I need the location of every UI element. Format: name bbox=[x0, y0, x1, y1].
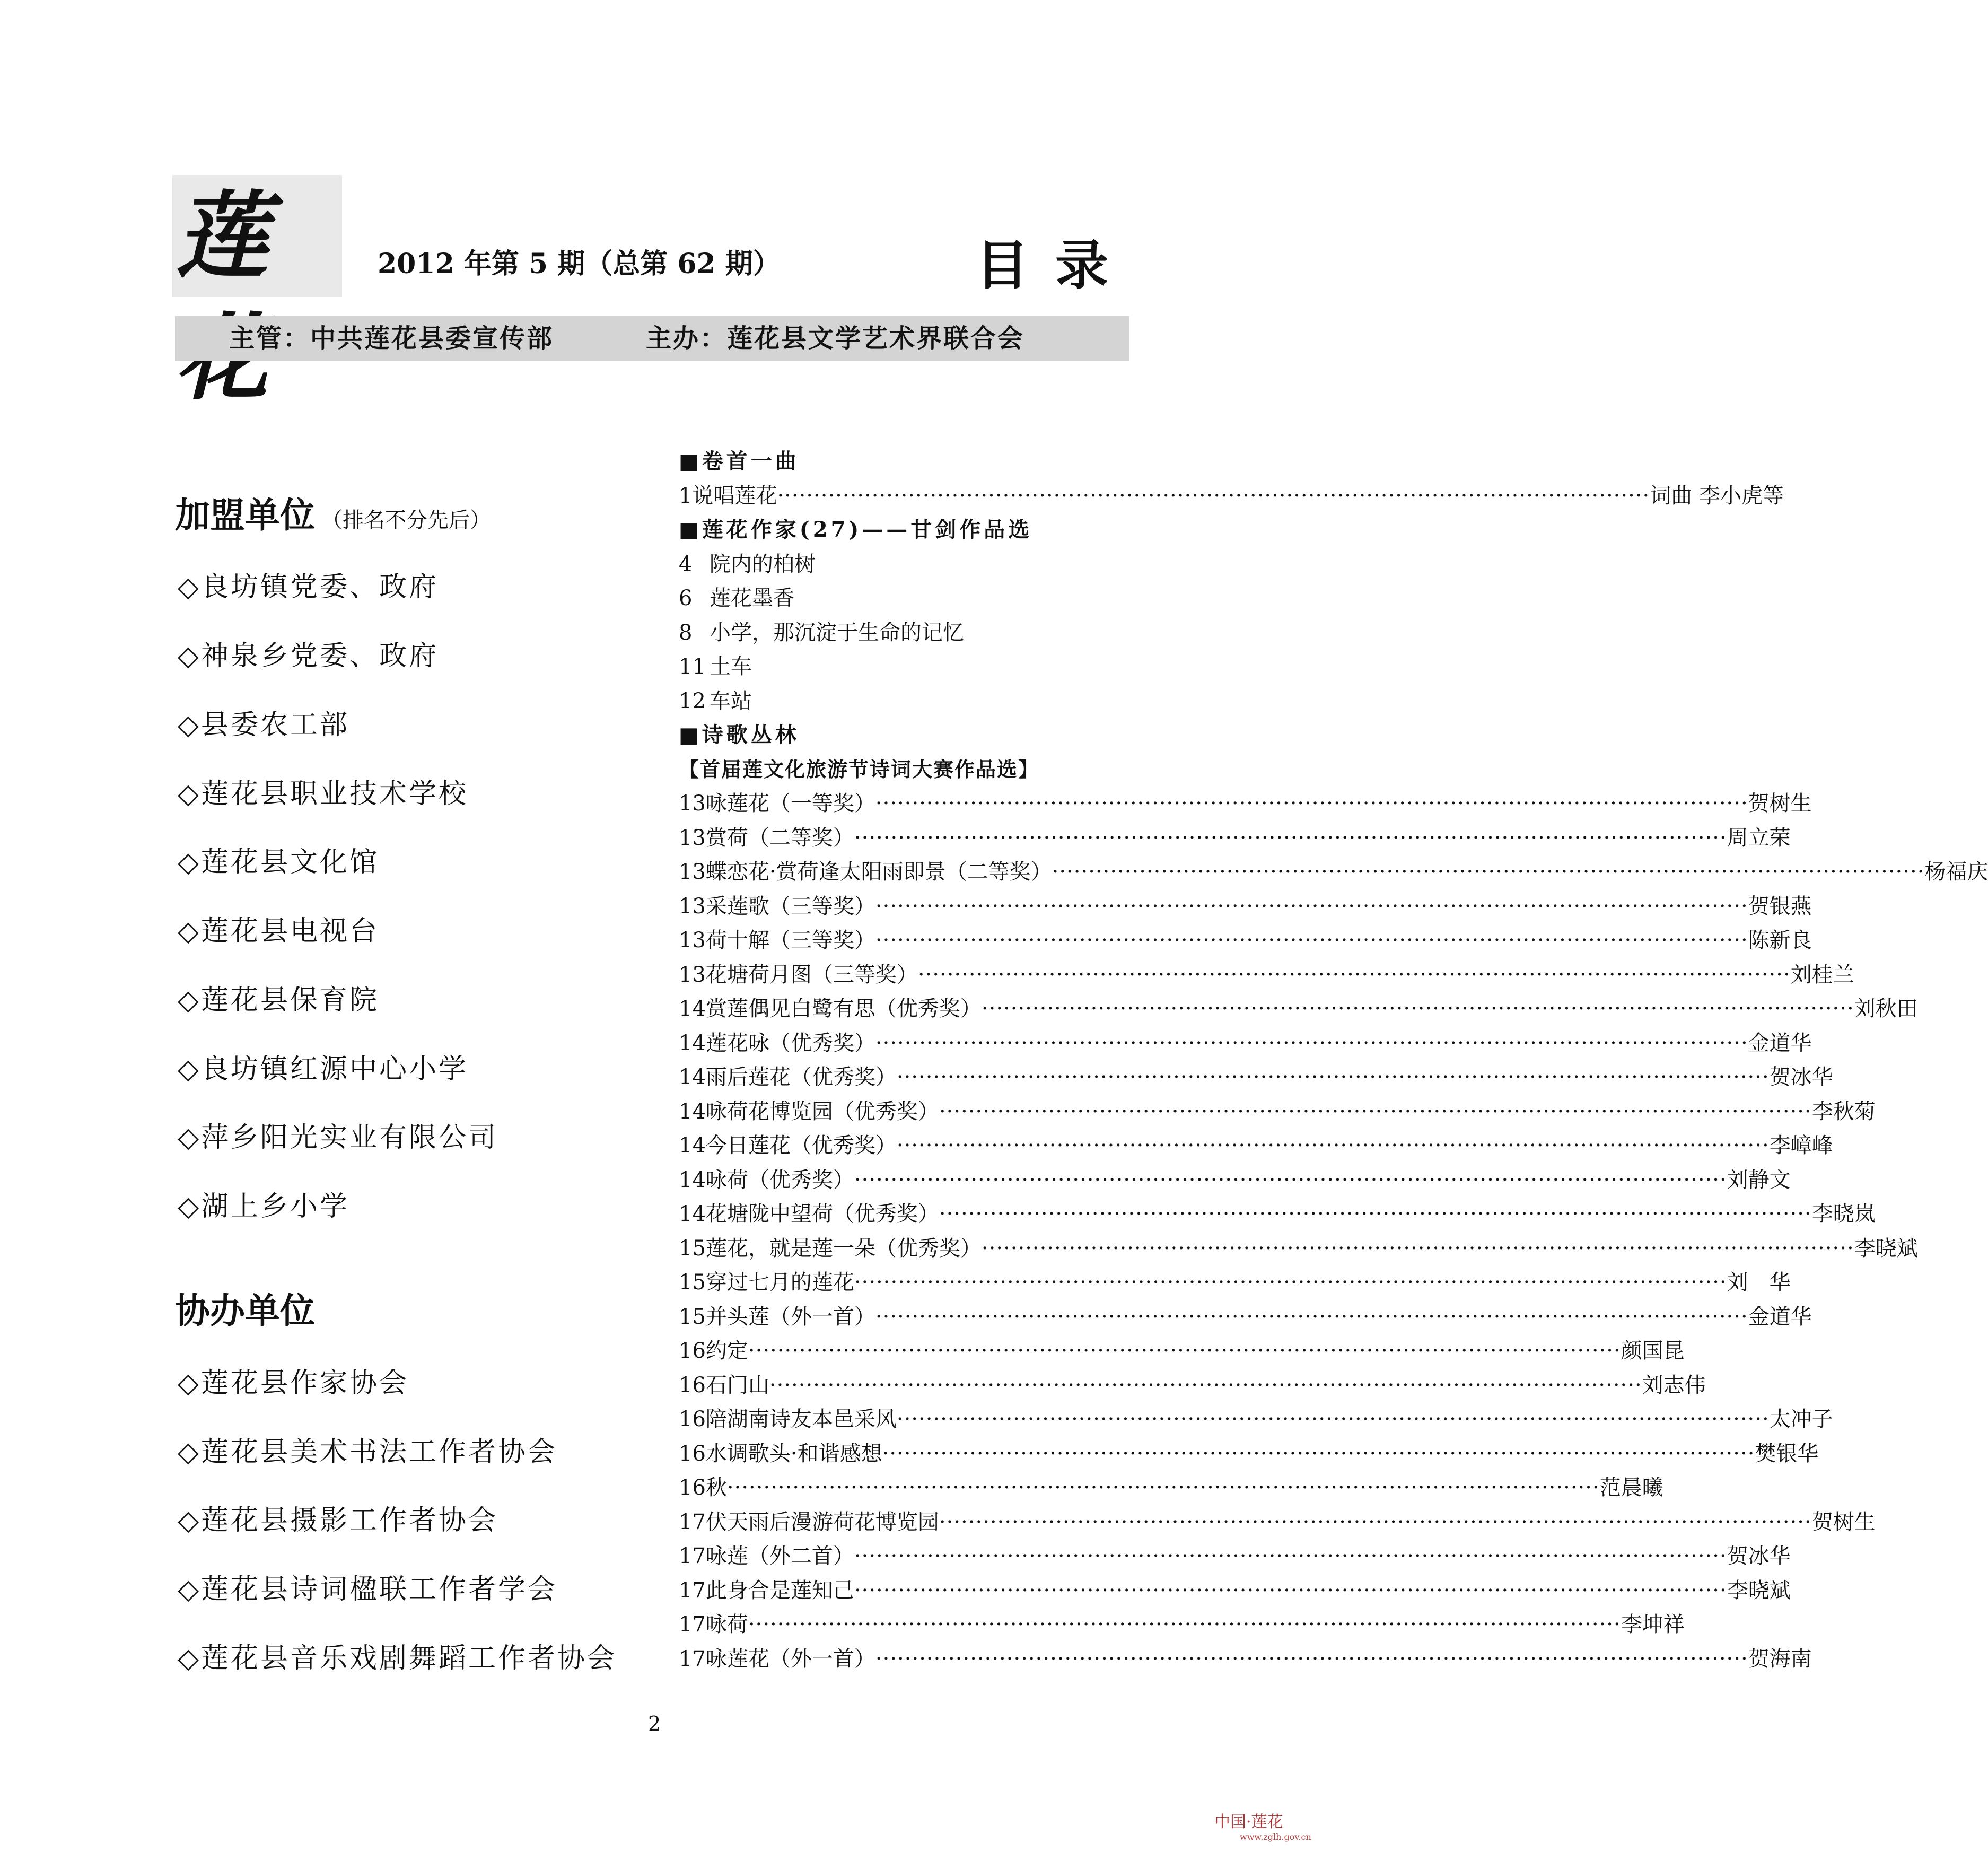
page-title: 目录 bbox=[976, 234, 1135, 296]
toc-page-number: 16 bbox=[679, 1407, 706, 1431]
toc-entry-title: 咏莲花（一等奖） bbox=[705, 791, 875, 816]
toc-entry bbox=[679, 1026, 1812, 1061]
toc-dot-leader: ························································································································ bbox=[777, 483, 1650, 508]
toc-page-number: 16 bbox=[679, 1339, 706, 1363]
toc-page-number: 12 bbox=[679, 688, 706, 713]
toc-entry-title: 此身合是莲知己 bbox=[705, 1578, 854, 1603]
toc-entry-title: 莲花咏（优秀奖） bbox=[705, 1031, 875, 1055]
toc-entry-author: 太冲子 bbox=[1769, 1407, 1833, 1431]
toc-page-number: 16 bbox=[679, 1373, 706, 1398]
toc-entry-author: 刘秋田 bbox=[1854, 997, 1918, 1021]
toc-entry-author: 贺银燕 bbox=[1748, 894, 1812, 919]
toc-entry-title: 蝶恋花·赏荷逢太阳雨即景（二等奖） bbox=[705, 860, 1052, 884]
toc-entry-title: 说唱莲花 bbox=[692, 483, 777, 508]
toc-dot-leader: ························································································································ bbox=[854, 1544, 1727, 1568]
page-number: 2 bbox=[648, 1712, 661, 1735]
toc-entry-author: 贺冰华 bbox=[1769, 1065, 1833, 1089]
toc-entry bbox=[679, 1437, 1819, 1471]
toc-entry-author: 李晓斌 bbox=[1854, 1236, 1918, 1261]
toc-dot-leader: ························································································································ bbox=[875, 1646, 1748, 1671]
toc-entry-title: 石门山 bbox=[705, 1373, 769, 1398]
toc-page-number: 14 bbox=[679, 1133, 706, 1158]
toc-page-number: 15 bbox=[679, 1304, 706, 1329]
toc-dot-leader: ························································································································ bbox=[854, 1270, 1727, 1295]
toc-entry-author: 刘静文 bbox=[1727, 1167, 1791, 1192]
toc-page-number: 17 bbox=[679, 1509, 706, 1534]
toc-page-number: 17 bbox=[679, 1612, 706, 1637]
member-unit: ◇神泉乡党委、政府 bbox=[178, 640, 439, 672]
toc-entry-title: 花塘陇中望荷（优秀奖） bbox=[705, 1202, 939, 1226]
toc-page-number: 15 bbox=[679, 1270, 706, 1295]
toc-entry bbox=[679, 1574, 1791, 1608]
toc-entry-author: 杨福庆 bbox=[1924, 860, 1988, 884]
toc-entry-title: 咏荷（优秀奖） bbox=[705, 1167, 854, 1192]
host-label: 主办：莲花县文学艺术界联合会 bbox=[646, 324, 1025, 353]
toc-page-number: 17 bbox=[679, 1578, 706, 1603]
toc-entry bbox=[679, 616, 1131, 650]
toc-dot-leader: ························································································································ bbox=[854, 825, 1727, 850]
toc-entry-author: 刘 华 bbox=[1727, 1270, 1791, 1295]
toc-entry-author: 李晓斌 bbox=[1727, 1578, 1791, 1603]
member-unit: ◇莲花县文化馆 bbox=[178, 846, 379, 878]
toc-page-number: 14 bbox=[679, 1065, 706, 1089]
toc-entry-author: 金道华 bbox=[1748, 1304, 1812, 1329]
toc-dot-leader: ························································································································ bbox=[769, 1373, 1642, 1398]
toc-entry-author: 李坤祥 bbox=[1621, 1612, 1685, 1637]
toc-dot-leader: ························································································································ bbox=[875, 791, 1748, 816]
toc-entry-title: 车站 bbox=[710, 688, 752, 713]
toc-page-number: 14 bbox=[679, 1031, 706, 1055]
toc-dot-leader: ························································································································ bbox=[875, 1304, 1748, 1329]
toc-page-number: 16 bbox=[679, 1441, 706, 1466]
toc-entry bbox=[679, 650, 1131, 684]
toc-dot-leader: ························································································································ bbox=[875, 894, 1748, 919]
toc-page-number: 14 bbox=[679, 997, 706, 1021]
member-units-heading bbox=[175, 487, 491, 537]
toc-entry bbox=[679, 1471, 1663, 1505]
toc-dot-leader: ························································································································ bbox=[939, 1509, 1812, 1534]
supervisor-label: 主管：中共莲花县委宣传部 bbox=[229, 324, 554, 353]
toc-entry-author: 陈新良 bbox=[1748, 928, 1812, 953]
toc-entry bbox=[679, 1539, 1791, 1574]
toc-entry bbox=[679, 1095, 1876, 1129]
toc-entry-title: 约定 bbox=[705, 1339, 748, 1363]
toc-entry bbox=[679, 1232, 1918, 1266]
toc-page-number: 17 bbox=[679, 1544, 706, 1568]
toc-entry bbox=[679, 821, 1791, 855]
toc-entry bbox=[679, 1402, 1833, 1437]
toc-entry bbox=[679, 1060, 1833, 1095]
toc-subsection: 【首届莲文化旅游节诗词大赛作品选】 bbox=[679, 757, 1040, 781]
toc-entry bbox=[679, 889, 1812, 924]
member-unit: ◇良坊镇红源中心小学 bbox=[178, 1053, 468, 1085]
toc-dot-leader: ························································································································ bbox=[939, 1099, 1812, 1124]
magazine-logo: 莲 bbox=[175, 181, 264, 291]
toc-entry bbox=[679, 1334, 1685, 1368]
toc-dot-leader: ························································································································ bbox=[748, 1612, 1621, 1637]
toc-entry-title: 莲花墨香 bbox=[710, 586, 794, 610]
toc-entry-title: 莲花，就是莲一朵（优秀奖） bbox=[705, 1236, 982, 1261]
toc-entry bbox=[679, 1129, 1833, 1163]
member-unit: ◇萍乡阳光实业有限公司 bbox=[178, 1122, 498, 1154]
toc-dot-leader: ························································································································ bbox=[896, 1133, 1770, 1158]
toc-dot-leader: ························································································································ bbox=[726, 1475, 1600, 1500]
co-unit: ◇莲花县摄影工作者协会 bbox=[178, 1505, 498, 1536]
co-unit: ◇莲花县作家协会 bbox=[178, 1367, 409, 1399]
table-of-contents bbox=[679, 444, 1988, 1676]
toc-category: ■莲花作家(27)——甘剑作品选 bbox=[679, 517, 1033, 542]
toc-entry-title: 咏荷花博览园（优秀奖） bbox=[705, 1099, 939, 1124]
toc-entry-title: 赏荷（二等奖） bbox=[705, 825, 854, 850]
toc-entry-author: 李嶂峰 bbox=[1769, 1133, 1833, 1158]
toc-entry-author: 刘志伟 bbox=[1642, 1373, 1706, 1398]
toc-dot-leader: ························································································································ bbox=[854, 1578, 1727, 1603]
member-unit: ◇湖上乡小学 bbox=[178, 1191, 349, 1222]
toc-entry bbox=[679, 1265, 1791, 1300]
toc-entry bbox=[679, 1368, 1706, 1403]
toc-entry-title: 院内的柏树 bbox=[710, 552, 816, 577]
toc-page-number: 13 bbox=[679, 791, 706, 816]
toc-entry-author: 贺海南 bbox=[1748, 1646, 1812, 1671]
toc-dot-leader: ························································································································ bbox=[896, 1407, 1770, 1431]
toc-entry-title: 咏荷 bbox=[705, 1612, 748, 1637]
toc-entry-author: 樊银华 bbox=[1755, 1441, 1819, 1466]
toc-page-number: 14 bbox=[679, 1202, 706, 1226]
toc-entry-title: 今日莲花（优秀奖） bbox=[705, 1133, 897, 1158]
member-unit: ◇莲花县职业技术学校 bbox=[178, 778, 468, 810]
co-unit: ◇莲花县美术书法工作者协会 bbox=[178, 1436, 557, 1468]
toc-entry bbox=[679, 923, 1812, 958]
toc-entry-author: 刘桂兰 bbox=[1790, 962, 1854, 987]
co-unit: ◇莲花县诗词楹联工作者学会 bbox=[178, 1574, 557, 1605]
toc-entry bbox=[679, 684, 1131, 719]
toc-page-number: 13 bbox=[679, 928, 706, 953]
member-unit: ◇良坊镇党委、政府 bbox=[178, 571, 439, 603]
member-unit: ◇县委农工部 bbox=[178, 709, 349, 741]
toc-entry-title: 水调歌头·和谐感想 bbox=[705, 1441, 882, 1466]
toc-entry-author: 金道华 bbox=[1748, 1031, 1812, 1055]
member-units-title: 加盟单位 bbox=[175, 494, 315, 536]
toc-entry bbox=[679, 1197, 1876, 1232]
toc-page-number: 15 bbox=[679, 1236, 706, 1261]
toc-entry-title: 秋 bbox=[705, 1475, 727, 1500]
toc-entry-author: 颜国昆 bbox=[1621, 1339, 1685, 1363]
toc-entry-title: 雨后莲花（优秀奖） bbox=[705, 1065, 897, 1089]
member-unit: ◇莲花县电视台 bbox=[178, 915, 379, 947]
watermark-text: 中国·莲花 bbox=[1214, 1813, 1283, 1831]
toc-entry bbox=[679, 547, 1131, 582]
toc-entry bbox=[679, 1505, 1876, 1540]
toc-entry-author: 李秋菊 bbox=[1811, 1099, 1876, 1124]
toc-page-number: 8 bbox=[679, 620, 693, 645]
member-units-note: （排名不分先后） bbox=[321, 508, 491, 532]
toc-entry-title: 荷十解（三等奖） bbox=[705, 928, 875, 953]
toc-entry bbox=[679, 1300, 1812, 1334]
toc-entry-author: 贺冰华 bbox=[1727, 1544, 1791, 1568]
toc-entry-title: 并头莲（外一首） bbox=[705, 1304, 875, 1329]
member-unit: ◇莲花县保育院 bbox=[178, 984, 379, 1016]
toc-entry-title: 穿过七月的莲花 bbox=[705, 1270, 854, 1295]
toc-page-number: 13 bbox=[679, 894, 706, 919]
toc-category: ■诗歌丛林 bbox=[679, 722, 800, 747]
toc-dot-leader: ························································································································ bbox=[748, 1339, 1621, 1363]
toc-page-number: 14 bbox=[679, 1167, 706, 1192]
toc-entry-title: 花塘荷月图（三等奖） bbox=[705, 962, 918, 987]
toc-entry bbox=[679, 1642, 1812, 1676]
toc-entry-author: 词曲 李小虎等 bbox=[1650, 483, 1784, 508]
toc-entry bbox=[679, 992, 1918, 1026]
toc-page-number: 6 bbox=[679, 586, 693, 610]
watermark-url: www.zglh.gov.cn bbox=[1240, 1832, 1311, 1842]
toc-entry-title: 小学，那沉淀于生命的记忆 bbox=[710, 620, 964, 645]
issue-info: 2012 年第 5 期（总第 62 期） bbox=[378, 248, 781, 280]
toc-entry-author: 贺树生 bbox=[1748, 791, 1812, 816]
toc-page-number: 4 bbox=[679, 552, 693, 577]
toc-dot-leader: ························································································································ bbox=[896, 1065, 1770, 1089]
toc-entry-title: 土车 bbox=[710, 654, 752, 679]
toc-page-number: 13 bbox=[679, 860, 706, 884]
toc-entry-author: 李晓岚 bbox=[1811, 1202, 1876, 1226]
toc-entry bbox=[679, 958, 1854, 992]
toc-page-number: 13 bbox=[679, 962, 706, 987]
toc-dot-leader: ························································································································ bbox=[875, 928, 1748, 953]
toc-entry-title: 咏莲花（外一首） bbox=[705, 1646, 875, 1671]
toc-entry bbox=[679, 1608, 1685, 1642]
toc-entry bbox=[679, 787, 1812, 821]
site-watermark bbox=[1214, 1813, 1311, 1842]
toc-entry bbox=[679, 581, 1131, 616]
toc-page-number: 14 bbox=[679, 1099, 706, 1124]
toc-entry-title: 咏莲（外二首） bbox=[705, 1544, 854, 1568]
toc-dot-leader: ························································································································ bbox=[939, 1202, 1812, 1226]
toc-page-number: 17 bbox=[679, 1646, 706, 1671]
toc-entry-author: 周立荣 bbox=[1727, 825, 1791, 850]
toc-entry-title: 采莲歌（三等奖） bbox=[705, 894, 875, 919]
toc-entry-title: 赏莲偶见白鹭有思（优秀奖） bbox=[705, 997, 982, 1021]
toc-entry bbox=[679, 855, 1988, 889]
toc-entry-title: 伏天雨后漫游荷花博览园 bbox=[705, 1509, 939, 1534]
co-units-heading: 协办单位 bbox=[175, 1290, 315, 1331]
toc-entry-title: 陪湖南诗友本邑采风 bbox=[705, 1407, 897, 1431]
toc-dot-leader: ························································································································ bbox=[854, 1167, 1727, 1192]
toc-page-number: 13 bbox=[679, 825, 706, 850]
toc-dot-leader: ························································································································ bbox=[917, 962, 1791, 987]
publisher-banner bbox=[175, 316, 1129, 361]
toc-entry-author: 范晨曦 bbox=[1599, 1475, 1663, 1500]
toc-page-number: 1 bbox=[679, 483, 693, 508]
co-unit: ◇莲花县音乐戏剧舞蹈工作者协会 bbox=[178, 1643, 617, 1674]
toc-page-number: 11 bbox=[679, 654, 706, 679]
toc-entry bbox=[679, 1163, 1791, 1198]
toc-dot-leader: ························································································································ bbox=[882, 1441, 1755, 1466]
toc-dot-leader: ························································································································ bbox=[981, 1236, 1854, 1261]
toc-dot-leader: ························································································································ bbox=[1052, 860, 1925, 884]
toc-entry-author: 贺树生 bbox=[1811, 1509, 1876, 1534]
toc-page-number: 16 bbox=[679, 1475, 706, 1500]
toc-category: ■卷首一曲 bbox=[679, 449, 800, 474]
toc-entry bbox=[679, 479, 1784, 513]
toc-dot-leader: ························································································································ bbox=[981, 997, 1854, 1021]
toc-dot-leader: ························································································································ bbox=[875, 1031, 1748, 1055]
